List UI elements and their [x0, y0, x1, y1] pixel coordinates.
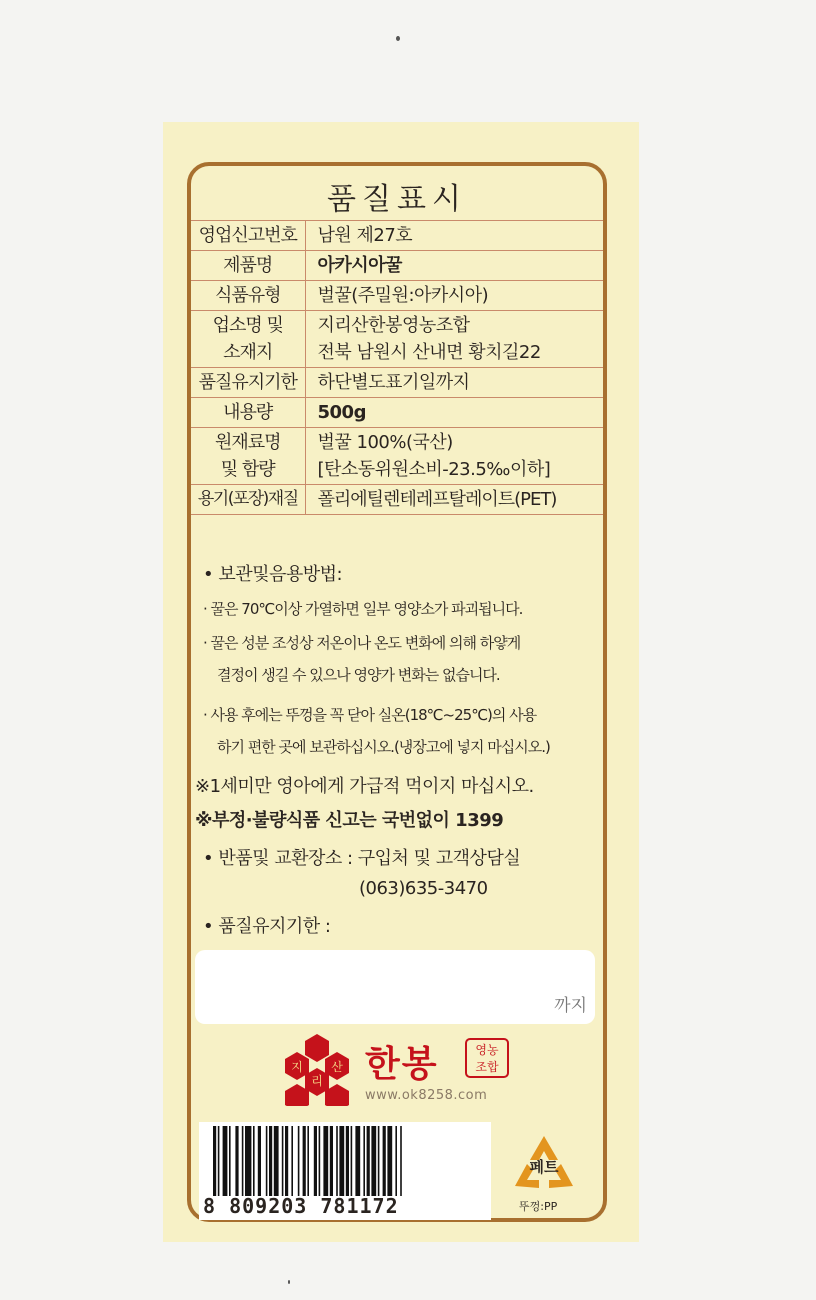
product-name: 아카시아꿀 — [305, 251, 603, 281]
barcode-bars — [199, 1126, 491, 1200]
barcode-bar — [323, 1126, 328, 1196]
expiry-box — [195, 950, 595, 1024]
barcode-bar — [351, 1126, 353, 1196]
barcode-bar — [387, 1126, 392, 1196]
barcode-bar — [367, 1126, 370, 1196]
barcode-bar — [274, 1126, 279, 1196]
scan-speck — [396, 36, 400, 41]
barcode-bar — [336, 1126, 338, 1196]
table-row — [191, 281, 603, 311]
row-value: 벌꿀(주밀원:아카시아) — [305, 281, 603, 311]
brand-url: www.ok8258.com — [365, 1088, 488, 1103]
barcode-bar — [355, 1126, 360, 1196]
barcode-bar — [235, 1126, 238, 1196]
expiry-suffix: 까지 — [554, 996, 587, 1016]
storage-line: · 꿀은 성분 조성상 저온이나 온도 변화에 의해 하얗게 — [203, 634, 521, 652]
row-key: 제품명 — [191, 251, 305, 281]
row-value: 남원 제27호 — [305, 221, 603, 251]
row-key-line: 소재지 — [223, 342, 273, 363]
row-value-line: 지리산한봉영농조합 — [317, 315, 470, 336]
barcode-bar — [266, 1126, 268, 1196]
phone-number: (063)635-3470 — [359, 878, 488, 899]
barcode-bar — [400, 1126, 402, 1196]
scan-speck — [288, 1280, 290, 1284]
recycle-mark — [505, 1132, 585, 1222]
barcode-bar — [395, 1126, 397, 1196]
logo-char: 산 — [331, 1060, 343, 1074]
barcode-bar — [213, 1126, 216, 1196]
logo-char: 리 — [311, 1074, 323, 1088]
barcode — [199, 1122, 491, 1220]
barcode-bar — [339, 1126, 344, 1196]
label-title: 품질표시 — [327, 182, 467, 217]
barcode-bar — [229, 1126, 231, 1196]
barcode-bar — [330, 1126, 333, 1196]
barcode-bar — [218, 1126, 220, 1196]
infant-warning: ※1세미만 영아에게 가급적 먹이지 마십시오. — [195, 776, 534, 797]
table-row — [191, 398, 603, 428]
logo-char: 지 — [291, 1060, 303, 1074]
barcode-bar — [245, 1126, 251, 1196]
brand-stamp — [465, 1038, 509, 1078]
barcode-bar — [253, 1126, 255, 1196]
stamp-line: 영농 — [475, 1043, 499, 1057]
table-row — [191, 485, 603, 515]
row-value: 하단별도표기일까지 — [305, 368, 603, 398]
row-key: 영업신고번호 — [191, 221, 305, 251]
label-frame — [187, 162, 607, 1222]
row-value — [305, 428, 603, 485]
row-key-line: 및 함량 — [220, 459, 275, 480]
row-key-line: 원재료명 — [214, 432, 281, 453]
barcode-bar — [383, 1126, 386, 1196]
barcode-bar — [363, 1126, 365, 1196]
barcode-bar — [282, 1126, 284, 1196]
row-key — [191, 428, 305, 485]
storage-heading: • 보관및음용방법: — [203, 564, 343, 585]
recycle-material: 페트 — [529, 1158, 559, 1176]
barcode-bar — [242, 1126, 244, 1196]
report-notice: ※부정·불량식품 신고는 국번없이 1399 — [195, 810, 504, 831]
expiry-label: • 품질유지기한 : — [203, 916, 331, 937]
table-row — [191, 251, 603, 281]
barcode-bar — [307, 1126, 309, 1196]
barcode-bar — [258, 1126, 261, 1196]
row-key: 용기(포장)재질 — [191, 485, 305, 515]
table-row — [191, 221, 603, 251]
barcode-bar — [285, 1126, 288, 1196]
table-row — [191, 311, 603, 368]
barcode-bar — [314, 1126, 317, 1196]
barcode-bar — [269, 1126, 272, 1196]
table-row — [191, 368, 603, 398]
net-weight: 500g — [305, 398, 603, 428]
row-value-line: [탄소동위원소비-23.5‰이하] — [317, 459, 551, 480]
barcode-bar — [298, 1126, 300, 1196]
row-key — [191, 311, 305, 368]
storage-line: 결정이 생길 수 있으나 영양가 변화는 없습니다. — [217, 666, 500, 684]
barcode-bar — [303, 1126, 306, 1196]
barcode-bar — [371, 1126, 376, 1196]
barcode-bar — [319, 1126, 321, 1196]
barcode-bar — [291, 1126, 293, 1196]
product-label — [163, 122, 639, 1242]
row-value-line: 전북 남원시 산내면 황치길22 — [317, 342, 541, 363]
storage-line: · 꿀은 70℃이상 가열하면 일부 영양소가 파괴됩니다. — [203, 600, 523, 618]
barcode-bar — [378, 1126, 380, 1196]
row-key: 품질유지기한 — [191, 368, 305, 398]
brand-logo — [279, 1032, 515, 1112]
row-key: 식품유형 — [191, 281, 305, 311]
row-value: 폴리에틸렌테레프탈레이트(PET) — [305, 485, 603, 515]
stamp-line: 조합 — [475, 1060, 499, 1074]
row-value-line: 벌꿀 100%(국산) — [317, 432, 453, 453]
row-key: 내용량 — [191, 398, 305, 428]
row-key-line: 업소명 및 — [212, 315, 283, 336]
info-table — [191, 220, 603, 515]
storage-line: · 사용 후에는 뚜껑을 꼭 닫아 실온(18℃~25℃)의 사용 — [203, 706, 537, 724]
storage-line: 하기 편한 곳에 보관하십시오.(냉장고에 넣지 마십시오.) — [217, 738, 550, 756]
recycle-cap: 뚜껑:PP — [519, 1200, 558, 1213]
exchange-place: • 반품및 교환장소 : 구입처 및 고객상담실 — [203, 848, 521, 869]
barcode-bar — [346, 1126, 349, 1196]
barcode-bar — [223, 1126, 228, 1196]
honeycomb-icon — [279, 1034, 355, 1106]
row-value — [305, 311, 603, 368]
brand-name: 한봉 — [365, 1043, 439, 1085]
barcode-number: 8 809203 781172 — [203, 1194, 399, 1218]
table-row — [191, 428, 603, 485]
